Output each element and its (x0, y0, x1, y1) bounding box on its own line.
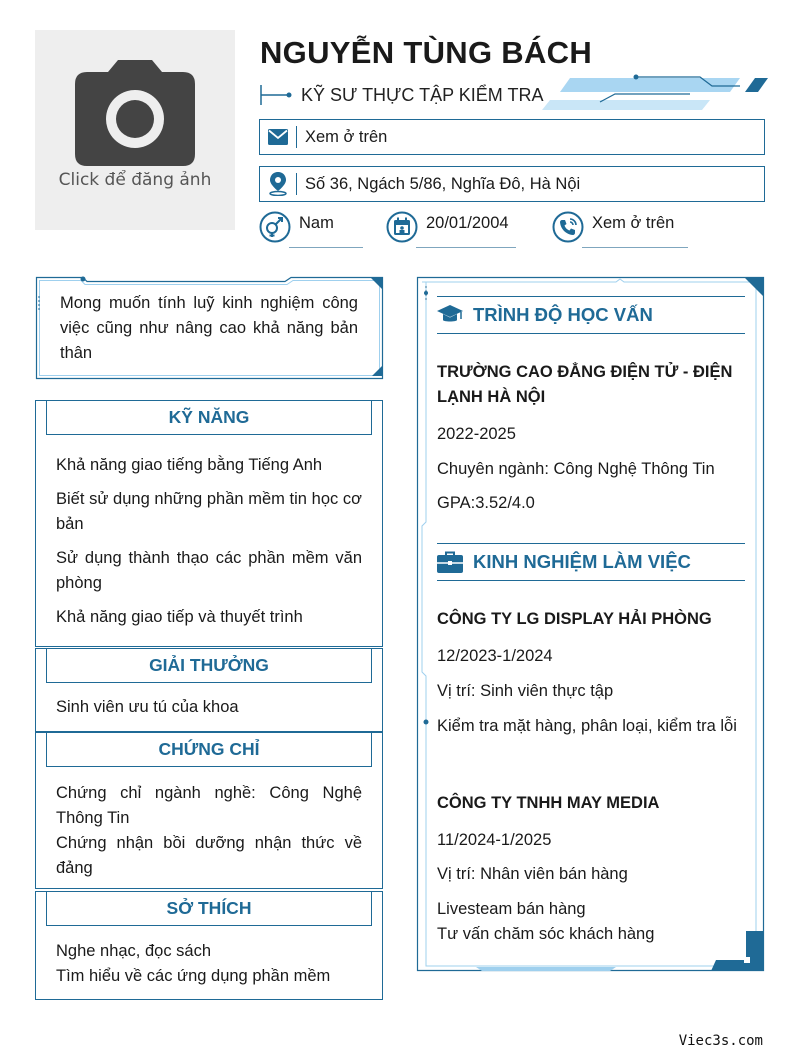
certificate-item: Chứng chỉ ngành nghề: Công Nghệ Thông Tin (56, 784, 362, 827)
address-field[interactable] (259, 166, 765, 202)
education-heading: TRÌNH ĐỘ HỌC VẤN (473, 304, 653, 325)
avatar-upload[interactable] (35, 30, 235, 230)
phone-value: Xem ở trên (592, 214, 675, 232)
hobby-item: Nghe nhạc, đọc sách (56, 942, 212, 960)
address-value: Số 36, Ngách 5/86, Nghĩa Đô, Hà Nội (305, 174, 581, 193)
email-field[interactable] (259, 119, 765, 155)
skill-item: Biết sử dụng những phần mềm tin học cơ bản (56, 490, 362, 533)
graduation-cap-icon (437, 305, 463, 325)
hobbies-section (35, 891, 383, 1000)
right-column (416, 276, 765, 972)
calendar-icon (386, 211, 418, 243)
gender-value: Nam (299, 214, 334, 232)
watermark-link[interactable]: Viec3s.com (678, 1033, 763, 1049)
award-item: Sinh viên ưu tú của khoa (56, 698, 239, 716)
title-line-decoration (260, 84, 292, 106)
header-decoration (540, 72, 770, 112)
gender-icon (259, 211, 291, 243)
job-position: Vị trí: Sinh viên thực tập (437, 682, 614, 700)
candidate-name: NGUYỄN TÙNG BÁCH (260, 35, 593, 70)
birthday-value: 20/01/2004 (426, 214, 509, 232)
job-duty: Livesteam bán hàng (437, 900, 586, 918)
education-header (437, 296, 745, 334)
career-objective (35, 276, 384, 380)
company-name: CÔNG TY LG DISPLAY HẢI PHÒNG (437, 610, 712, 628)
job-duty: Tư vấn chăm sóc khách hàng (437, 925, 655, 943)
skill-item: Khả năng giao tiếng bằng Tiếng Anh (56, 456, 323, 474)
education-major: Chuyên ngành: Công Nghệ Thông Tin (437, 460, 715, 478)
skills-section (35, 400, 383, 647)
job-position: Vị trí: Nhân viên bán hàng (437, 865, 628, 883)
experience-header (437, 543, 745, 581)
awards-section (35, 648, 383, 732)
certificates-heading: CHỨNG CHỈ (46, 733, 372, 767)
location-pin-icon (268, 172, 288, 196)
briefcase-icon (437, 551, 463, 573)
skill-item: Sử dụng thành thạo các phần mềm văn phòng (56, 549, 362, 592)
job-duty: Kiểm tra mặt hàng, phân loại, kiểm tra lỗi (437, 717, 737, 735)
upload-photo-label: Click để đăng ảnh (58, 170, 212, 190)
skill-item: Khả năng giao tiếp và thuyết trình (56, 608, 303, 626)
company-name: CÔNG TY TNHH MAY MEDIA (437, 794, 660, 812)
email-icon (268, 129, 288, 145)
awards-heading: GIẢI THƯỞNG (46, 649, 372, 683)
skills-heading: KỸ NĂNG (46, 401, 372, 435)
phone-icon (552, 211, 584, 243)
certificate-item: Chứng nhận bồi dưỡng nhận thức về đảng (56, 834, 362, 877)
education-period: 2022-2025 (437, 425, 516, 443)
hobby-item: Tìm hiểu về các ứng dụng phần mềm (56, 967, 331, 985)
camera-icon (75, 58, 195, 166)
job-period: 12/2023-1/2024 (437, 647, 553, 665)
email-value: Xem ở trên (305, 127, 388, 146)
job-period: 11/2024-1/2025 (437, 831, 552, 849)
education-gpa: GPA:3.52/4.0 (437, 494, 535, 512)
job-title: KỸ SƯ THỰC TẬP KIỂM TRA (301, 85, 544, 105)
school-name: TRƯỜNG CAO ĐẲNG ĐIỆN TỬ - ĐIỆN LẠNH HÀ NỘI (437, 363, 733, 406)
objective-text: Mong muốn tính luỹ kinh nghiệm công việc cũng như nâng cao khả năng bản thân (60, 294, 358, 362)
hobbies-heading: SỞ THÍCH (46, 892, 372, 926)
certificates-section (35, 732, 383, 889)
experience-heading: KINH NGHIỆM LÀM VIỆC (473, 551, 691, 572)
